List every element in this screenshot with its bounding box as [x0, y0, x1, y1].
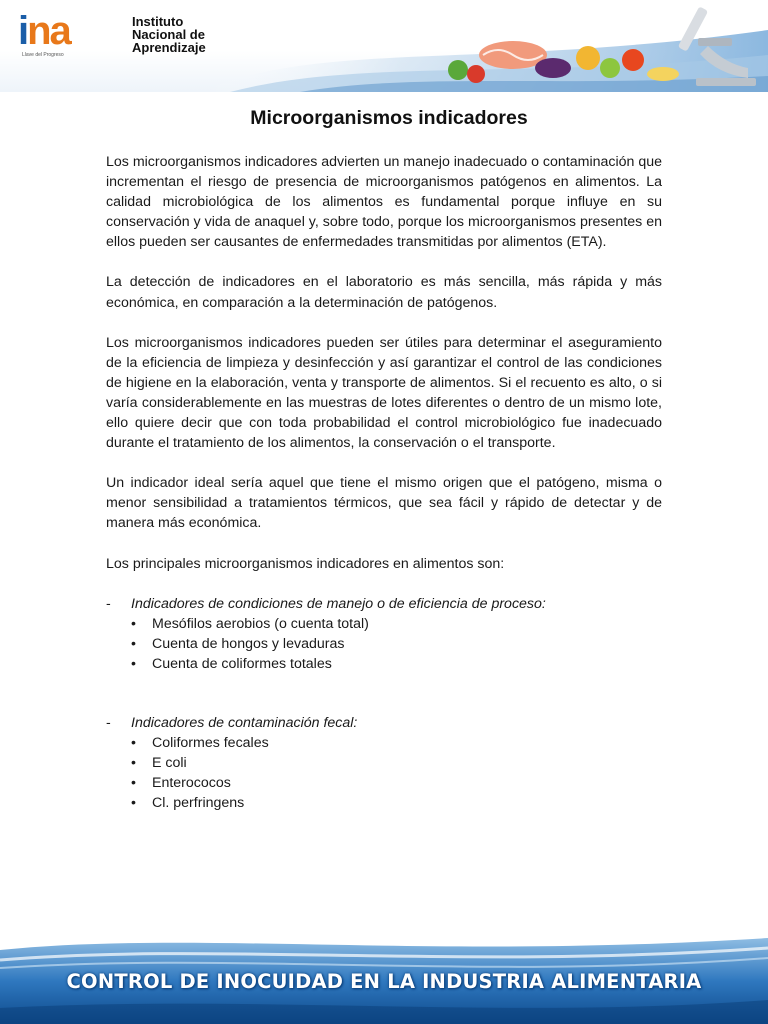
cheese-icon: [647, 67, 679, 81]
bullet-icon: •: [131, 775, 136, 792]
eggplant-icon: [535, 58, 571, 78]
group-heading-row: [106, 594, 662, 614]
vegetable-icon: [448, 60, 468, 80]
list-item: [131, 654, 662, 674]
bullet-icon: •: [131, 795, 136, 812]
orange-icon: [622, 49, 644, 71]
bullet-icon: •: [131, 635, 136, 652]
tomato-icon: [467, 65, 485, 83]
list-item: [131, 753, 662, 773]
page-title: Microorganismos indicadores: [250, 107, 528, 129]
list-item: [131, 793, 662, 813]
page-footer: [0, 930, 768, 1024]
list-item: [131, 773, 662, 793]
institution-line: Aprendizaje: [132, 40, 206, 55]
logo-mark-letter: i: [18, 9, 28, 53]
paragraph: La detección de indicadores en el laboratorio es más sencilla, más rápida y más económica, en comparación a la determinación de patógenos.: [106, 274, 662, 311]
paragraph: Los microorganismos indicadores advierten un manejo inadecuado o contaminación que incrementan el riesgo de presencia de microorganismos patógenos en alimentos. La calidad microbiológica de los alimentos es fundamental porque influye en su conservación y vida de anaquel y, sobre todo, porque los microorganismos presentes en ellos pueden ser causantes de enfermedades transmitidas por alimentos (ETA).: [106, 154, 663, 251]
bullet-icon: •: [131, 615, 136, 632]
list-item-text: Enterococos: [152, 775, 231, 792]
group-heading-row: [106, 713, 662, 733]
paragraph: Los microorganismos indicadores pueden ser útiles para determinar el aseguramiento de la eficiencia de limpieza y desinfección y así garantizar el control de las condiciones de higiene en la elaboración, venta y transporte de alimentos. Si el recuento es alto, o si varía considerablemente en las muestras de lotes diferentes o dentro de un mismo lote, ello quiere decir que con toda probabilidad el control microbiológico fue inadecuado durante el tratamiento de los alimentos, la conservación o el transporte.: [106, 334, 662, 452]
list-item-text: E coli: [152, 755, 187, 772]
paragraph: Los principales microorganismos indicadores en alimentos son:: [106, 555, 505, 572]
bullet-list: [106, 614, 662, 674]
paragraph: Un indicador ideal sería aquel que tiene el mismo origen que el patógeno, misma o menor sensibilidad a tratamientos térmicos, que sea fácil y rápido de detectar y de manera más económica.: [106, 475, 662, 532]
logo-tagline: Llave del Progreso: [22, 52, 64, 58]
list-item: [131, 733, 662, 753]
indicator-group-fecal: [106, 713, 662, 813]
institution-line: Instituto: [132, 14, 184, 29]
list-item-text: Mesófilos aerobios (o cuenta total): [152, 615, 369, 632]
bullet-icon: •: [131, 655, 136, 672]
dash-marker: -: [106, 595, 111, 612]
food-illustration: [208, 0, 768, 92]
bullet-list: [106, 733, 662, 813]
page-header: [0, 0, 768, 92]
list-item: [131, 614, 662, 634]
ina-logo-mark: [18, 9, 126, 58]
list-item-text: Cuenta de hongos y levaduras: [152, 635, 345, 652]
document-body: [106, 152, 662, 813]
list-item-text: Cuenta de coliformes totales: [152, 655, 332, 672]
institution-name: [132, 15, 206, 54]
institution-line: Nacional de: [132, 27, 205, 42]
logo-mark-text: ina: [18, 9, 70, 53]
fruit-icon: [576, 46, 600, 70]
group-heading: Indicadores de contaminación fecal:: [131, 714, 358, 731]
footer-banner-text: CONTROL DE INOCUIDAD EN LA INDUSTRIA ALIMENTARIA: [66, 970, 702, 993]
ina-logo: [18, 9, 206, 59]
dash-marker: -: [106, 714, 111, 731]
kiwi-icon: [600, 58, 620, 78]
microscope-icon: [678, 6, 756, 86]
bullet-icon: •: [131, 755, 136, 772]
list-item-text: Coliformes fecales: [152, 735, 269, 752]
list-item: [131, 634, 662, 654]
indicator-group-process: [106, 594, 662, 674]
list-item-text: Cl. perfringens: [152, 795, 245, 812]
group-heading: Indicadores de condiciones de manejo o de eficiencia de proceso:: [131, 595, 546, 612]
bullet-icon: •: [131, 735, 136, 752]
